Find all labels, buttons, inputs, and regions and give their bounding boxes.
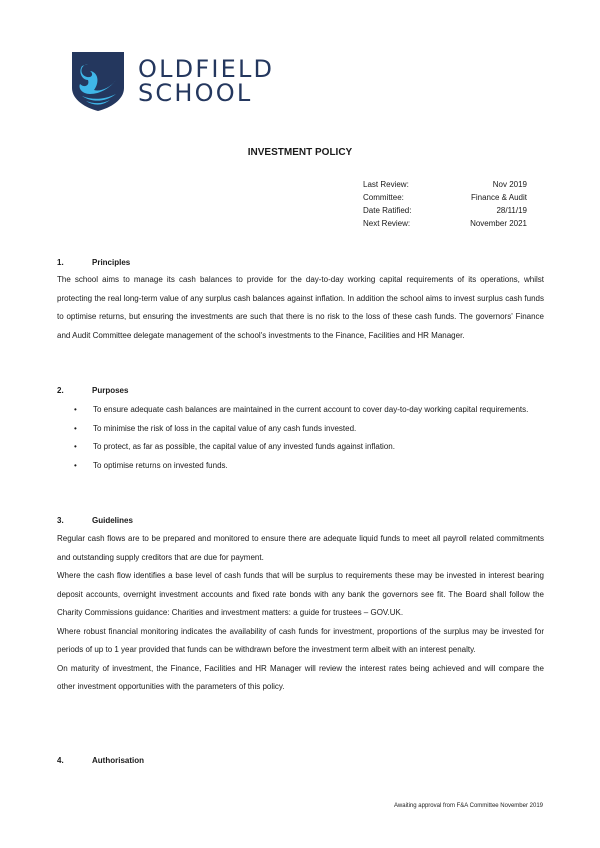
meta-row-next-review bbox=[363, 217, 527, 230]
list-item: • To optimise returns on invested funds. bbox=[74, 457, 544, 476]
section-title: Authorisation bbox=[92, 756, 144, 765]
swan-crest-icon bbox=[70, 50, 126, 112]
section-number: 3. bbox=[57, 516, 64, 525]
meta-label: Date Ratified: bbox=[363, 206, 412, 215]
meta-row-last-review bbox=[363, 178, 527, 191]
meta-value: 28/11/19 bbox=[496, 206, 527, 215]
guidelines-body bbox=[57, 530, 544, 697]
meta-label: Last Review: bbox=[363, 180, 409, 189]
meta-row-date-ratified bbox=[363, 204, 527, 217]
document-title: INVESTMENT POLICY bbox=[247, 147, 353, 158]
school-name-line1: OLDFIELD bbox=[138, 55, 275, 83]
guidelines-paragraph: Where robust financial monitoring indicates the availability of cash funds for investment, proportions of the surplus may be invested for periods of up to 1 year provided that funds can be withdrawn before the investment term albeit with an interest penalty. bbox=[57, 626, 544, 654]
list-item: • To protect, as far as possible, the capital value of any invested funds against inflation. bbox=[74, 438, 544, 457]
guidelines-paragraph: Where the cash flow identifies a base level of cash funds that will be surplus to requirements these may be invested in interest bearing deposit accounts, overnight investment accounts and fixed rate bonds with any bank the governors see fit. The Board shall follow the Charity Commissions guidance: Charities and investment matters: a guide for trustees – GOV.UK. bbox=[57, 571, 544, 617]
footer-note: Awaiting approval from F&A Committee November 2019 bbox=[394, 803, 543, 809]
section-number: 1. bbox=[57, 258, 64, 267]
guidelines-paragraph: Regular cash flows are to be prepared and monitored to ensure there are adequate liquid funds to meet all payroll related commitments and outstanding supply creditors that are due for payment. bbox=[57, 534, 544, 562]
purposes-list bbox=[74, 401, 544, 475]
school-logo bbox=[70, 50, 274, 112]
section-heading-purposes bbox=[57, 386, 128, 395]
section-title: Principles bbox=[92, 258, 131, 267]
list-item: • To ensure adequate cash balances are maintained in the current account to cover day-to-day working capital requirements. bbox=[74, 401, 544, 420]
meta-label: Next Review: bbox=[363, 219, 411, 228]
guidelines-paragraph: On maturity of investment, the Finance, Facilities and HR Manager will review the interest rates being achieved and will compare the other investment opportunities with the parameters of this policy. bbox=[57, 663, 544, 691]
meta-value: Nov 2019 bbox=[492, 180, 527, 189]
meta-value: November 2021 bbox=[470, 219, 527, 228]
review-meta-table bbox=[363, 178, 527, 230]
meta-value: Finance & Audit bbox=[470, 193, 527, 202]
section-title: Guidelines bbox=[92, 516, 133, 525]
section-title: Purposes bbox=[92, 386, 129, 395]
school-name bbox=[138, 57, 274, 105]
section-heading-guidelines bbox=[57, 516, 133, 525]
section-heading-principles bbox=[57, 258, 130, 267]
section-number: 4. bbox=[57, 756, 64, 765]
section-number: 2. bbox=[57, 386, 64, 395]
principles-paragraph: The school aims to manage its cash balances to provide for the day-to-day working capital requirements of its operations, whilst protecting the real long-term value of any surplus cash balances against inflation. In addition the school aims to invest surplus cash funds to optimise returns, but ensuring the investments are such that there is no risk to the loss of these cash funds. The governors' Finance and Audit Committee delegate management of the school's investments to the Finance, Facilities and HR Manager. bbox=[57, 275, 544, 340]
meta-label: Committee: bbox=[363, 193, 404, 202]
school-name-line2: SCHOOL bbox=[138, 79, 253, 107]
list-item: • To minimise the risk of loss in the capital value of any cash funds invested. bbox=[74, 420, 544, 439]
meta-row-committee bbox=[363, 191, 527, 204]
section-heading-authorisation bbox=[57, 756, 144, 765]
